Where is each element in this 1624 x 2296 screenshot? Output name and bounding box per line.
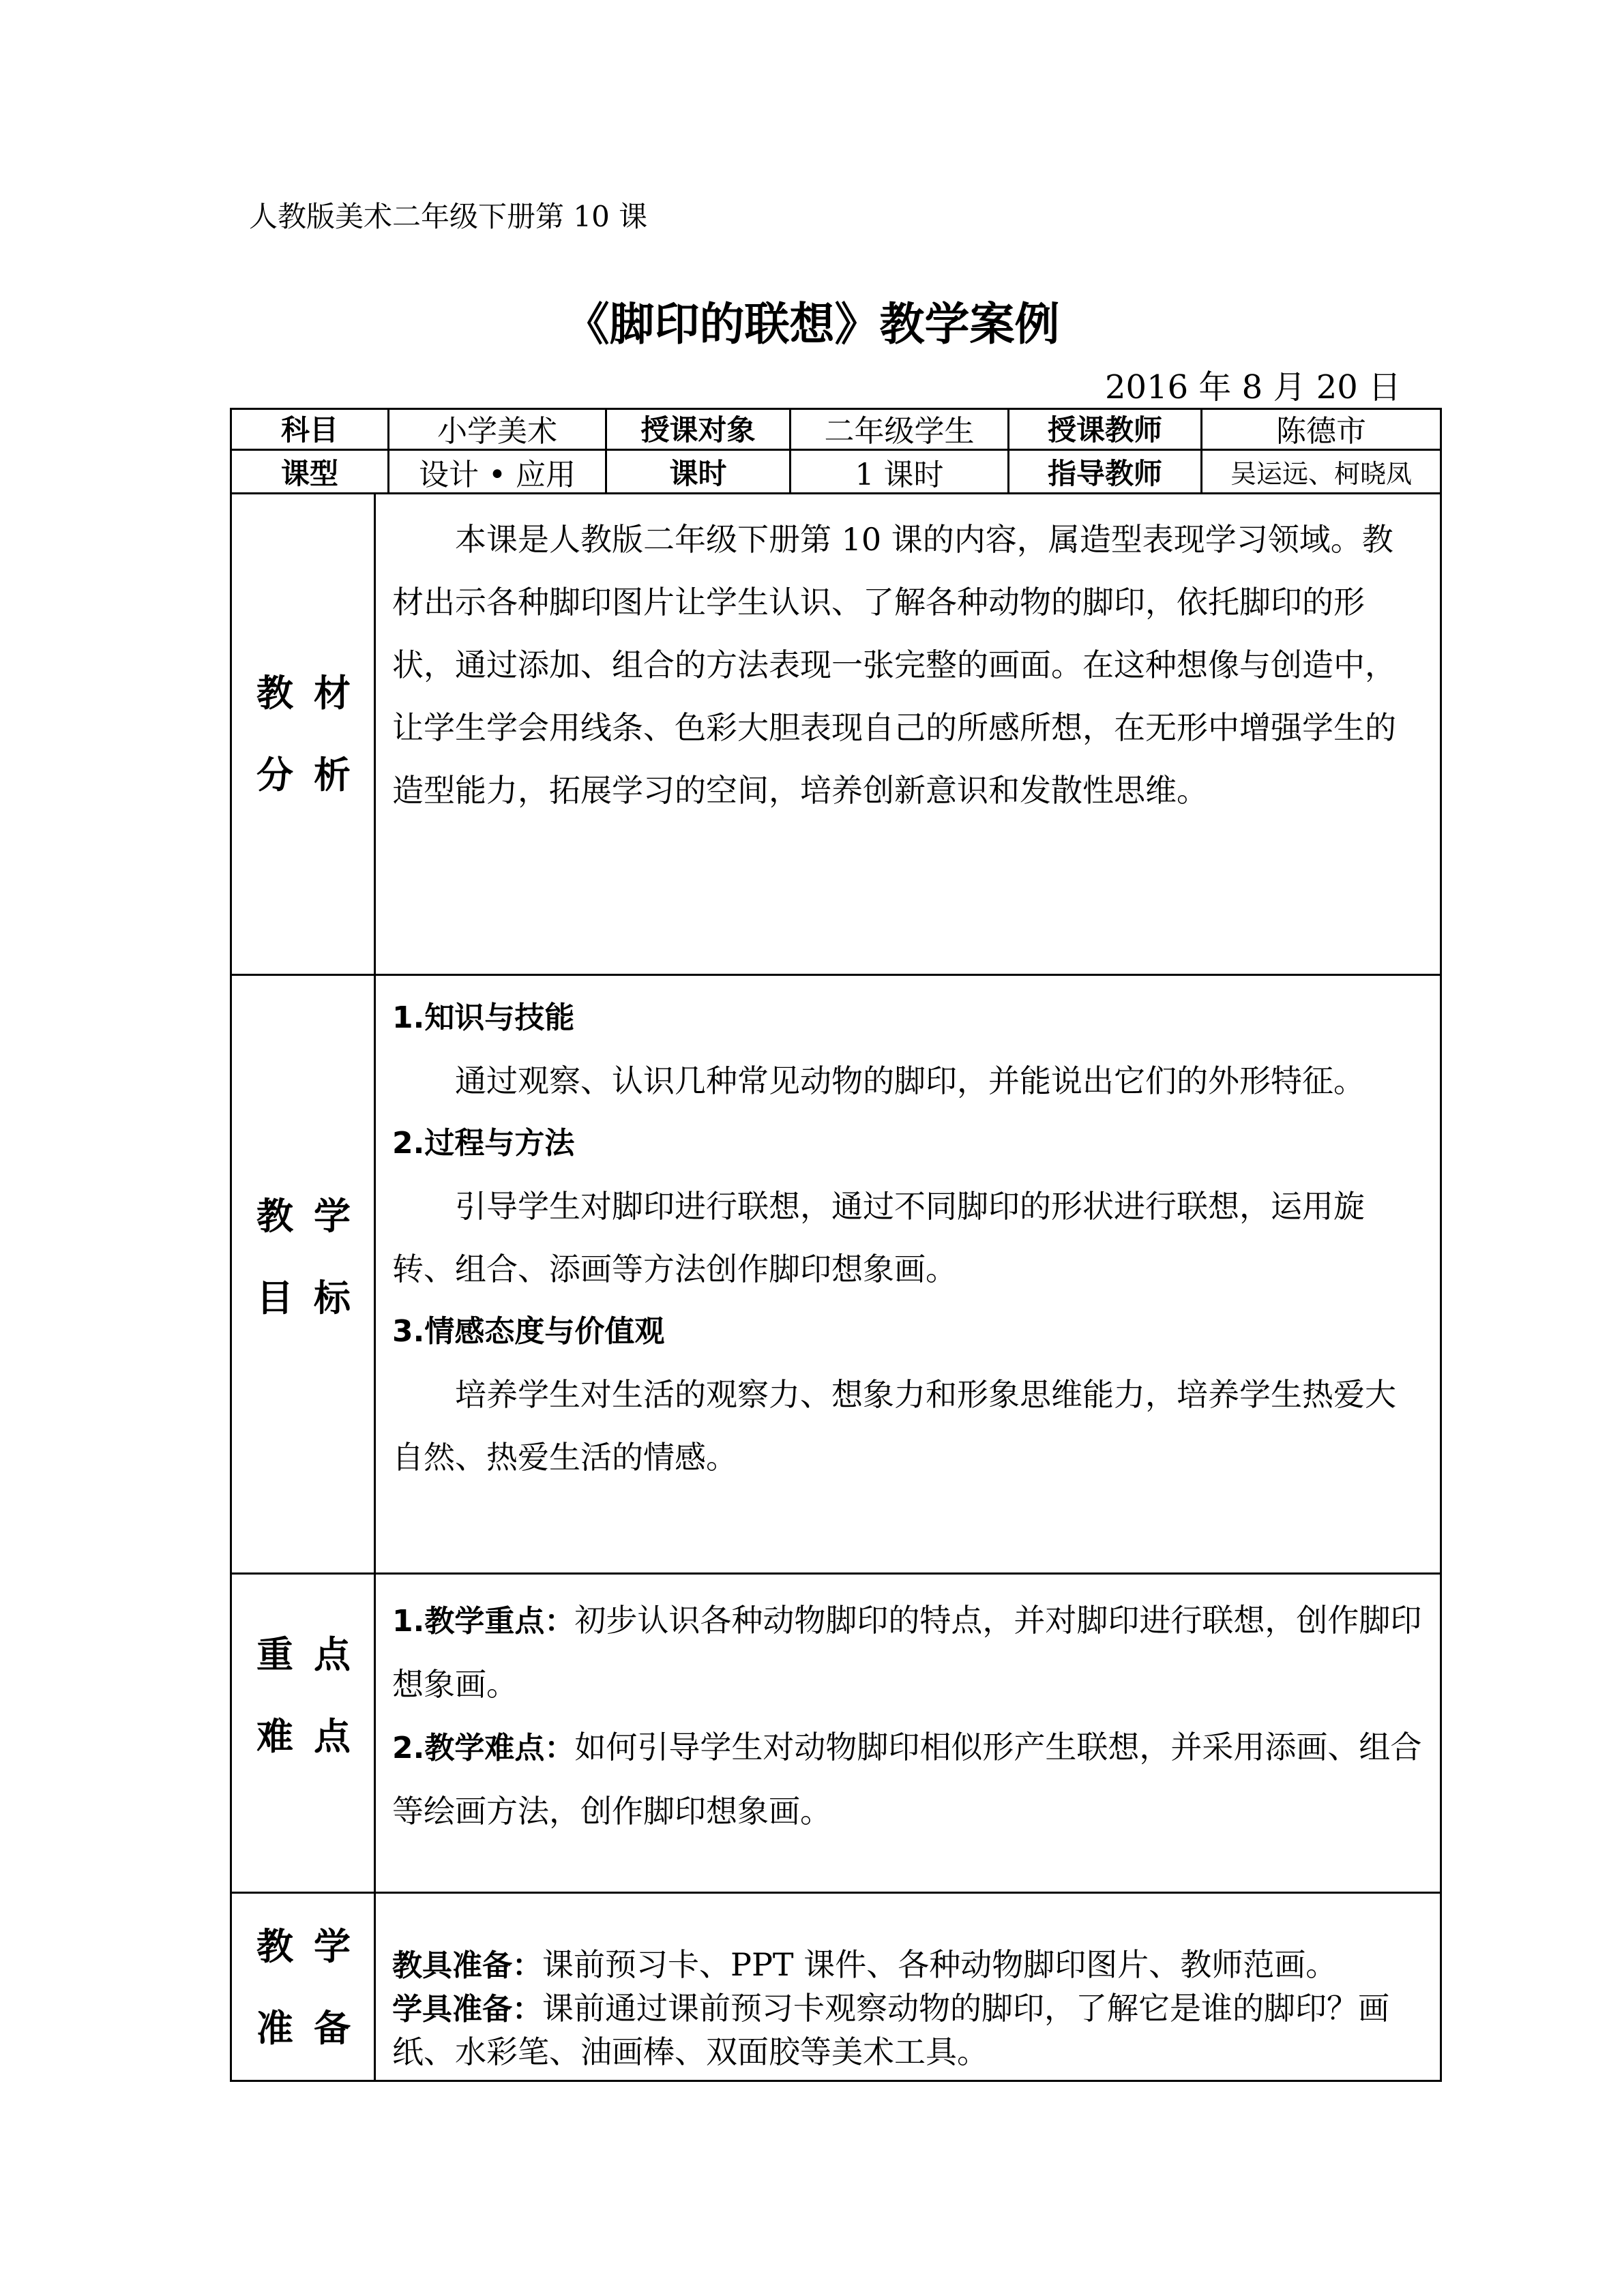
goals-text-1: 通过观察、认识几种常见动物的脚印，并能说出它们的外形特征。 — [455, 1062, 1365, 1099]
subject-label: 科目 — [280, 413, 338, 447]
hours-value: 1 课时 — [855, 457, 944, 492]
analysis-text: 本课是人教版二年级下册第 10 课的内容，属造型表现学习领域。教材出示各种脚印图片让学生认识、了解各种动物的脚印，依托脚印的形状，通过添加、组合的方法表现一张完整的画面。在这种想像与创造中，让学生学会用线条、色彩大胆表现自己的所感所想，在无形中增强学生的造型能力，拓展学习的空间，培养创新意识和发散性思维。 — [392, 521, 1396, 809]
preparation-2-label: 学具准备： — [392, 1992, 542, 2027]
goals-text-3: 培养学生对生活的观察力、想象力和形象思维能力，培养学生热爱大自然、热爱生活的情感。 — [392, 1376, 1396, 1476]
analysis-label-line2: 分析 — [256, 753, 371, 796]
keypoint-1 — [392, 1589, 1422, 1716]
teacher-label: 授课教师 — [1047, 413, 1162, 447]
goals-heading-2: 2.过程与方法 — [392, 1126, 575, 1161]
keypoints-label — [232, 1575, 375, 1892]
document-title: 《脚印的联想》教学案例 — [564, 297, 1060, 351]
keypoint-2-text: 如何引导学生对动物脚印相似形产生联想，并采用添画、组合等绘画方法，创作脚印想象画。 — [392, 1729, 1422, 1830]
audience-label: 授课对象 — [640, 413, 756, 447]
table-divider — [230, 492, 1442, 494]
table-divider — [230, 974, 1442, 976]
preparation-2-text: 课前通过课前预习卡观察动物的脚印，了解它是谁的脚印？画纸、水彩笔、油画棒、双面胶等美术工具。 — [392, 1990, 1389, 2070]
preparation-1-label: 教具准备： — [392, 1948, 542, 1983]
keypoint-1-text: 初步认识各种动物脚印的特点，并对脚印进行联想，创作脚印想象画。 — [392, 1602, 1422, 1703]
hours-label: 课时 — [669, 456, 727, 490]
goals-label-line2: 目标 — [256, 1276, 371, 1320]
subject-value: 小学美术 — [437, 414, 557, 449]
goals-content — [392, 987, 1422, 1489]
goals-heading-3: 3.情感态度与价值观 — [392, 1314, 665, 1349]
preparation-2 — [392, 1987, 1422, 2073]
keypoints-content — [392, 1589, 1422, 1843]
preparation-content — [392, 1943, 1422, 2073]
preparation-label-line2: 准备 — [256, 2007, 371, 2050]
type-value: 设计 • 应用 — [419, 457, 576, 492]
keypoints-label-line1: 重点 — [256, 1632, 371, 1676]
table-divider — [230, 1572, 1442, 1575]
advisor-label: 指导教师 — [1047, 456, 1162, 490]
goals-label — [232, 976, 375, 1572]
goals-label-line1: 教学 — [256, 1194, 371, 1238]
keypoint-2-label: 2.教学难点： — [392, 1731, 575, 1765]
goals-heading-1: 1.知识与技能 — [392, 1000, 575, 1035]
preparation-1-text: 课前预习卡、PPT 课件、各种动物脚印图片、教师范画。 — [542, 1946, 1338, 1983]
keypoints-label-line2: 难点 — [256, 1714, 371, 1758]
table-divider — [230, 1892, 1442, 1894]
goals-text-2: 引导学生对脚印进行联想，通过不同脚印的形状进行联想，运用旋转、组合、添画等方法创作脚印想象画。 — [392, 1188, 1365, 1287]
preparation-label-line1: 教学 — [256, 1925, 371, 1968]
keypoint-1-label: 1.教学重点： — [392, 1604, 575, 1639]
preparation-label — [232, 1894, 375, 2082]
analysis-label-line1: 教材 — [256, 671, 371, 715]
analysis-label — [232, 494, 375, 974]
preparation-1 — [392, 1943, 1422, 1987]
keypoint-2 — [392, 1716, 1422, 1843]
document-date: 2016 年 8 月 20 日 — [1105, 368, 1402, 406]
document-subtitle: 人教版美术二年级下册第 10 课 — [249, 200, 648, 233]
type-label: 课型 — [280, 456, 338, 490]
advisor-value: 吴运远、柯晓凤 — [1230, 459, 1412, 489]
audience-value: 二年级学生 — [824, 414, 975, 449]
teacher-value: 陈德市 — [1276, 414, 1366, 449]
analysis-content — [392, 508, 1422, 822]
